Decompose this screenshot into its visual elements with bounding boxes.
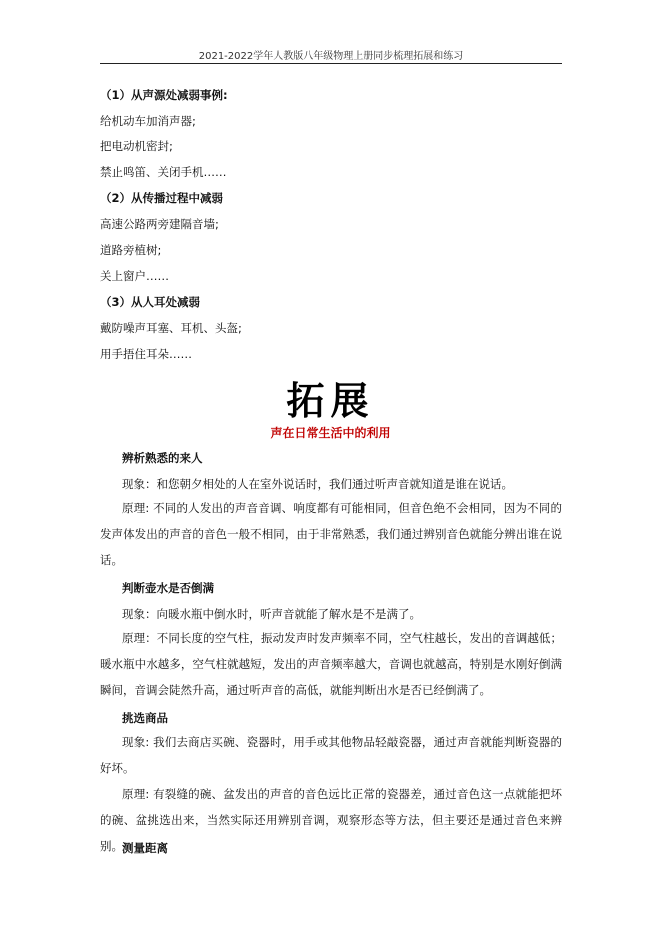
topic-principle: 原理: 有裂缝的碗、盆发出的声音的音色远比正常的瓷器差，通过音色这一点就能把坏的碗、盆挑选出来，当然实际还用辨别音调，观察形态等方法，但主要还是通过音色来辨别。 [100,787,562,853]
list-item: 戴防噪声耳塞、耳机、头盔; [100,321,242,335]
list-item: 道路旁植树; [100,243,162,257]
section-heading: （3）从人耳处减弱 [100,295,201,309]
expansion-title: 拓展 [286,378,375,423]
page-header: 2021-2022学年人教版八年级物理上册同步梳理拓展和练习 [198,51,464,62]
topic-principle: 原理：不同长度的空气柱，振动发声时发声频率不同，空气柱越长，发出的音调越低；暖水瓶中水越多，空气柱就越短，发出的声音频率越大，音调也就越高，特别是水刚好倒满瞬间，音调会陡然升高，通过听声音的高低，就能判断出水是否已经倒满了。 [100,631,562,697]
topic-phenomenon: 现象：和您朝夕相处的人在室外说话时，我们通过听声音就知道是谁在说话。 [122,477,513,491]
header-rule [100,63,562,64]
list-item: 禁止鸣笛、关闭手机…… [100,165,227,179]
list-item: 用手捂住耳朵…… [100,347,192,361]
list-item: 高速公路两旁建隔音墙; [100,217,219,231]
list-item: 关上窗户…… [100,269,169,283]
list-item: 把电动机密封; [100,139,173,153]
topic-title: 测量距离 [122,841,168,855]
topic-title: 辨析熟悉的来人 [122,451,203,465]
topic-phenomenon: 现象: 我们去商店买碗、瓷器时，用手或其他物品轻敲瓷器，通过声音就能判断瓷器的好坏。 [100,735,562,775]
section-heading: （1）从声源处减弱事例: [100,88,228,102]
topic-title: 判断壶水是否倒满 [122,581,214,595]
topic-title: 挑选商品 [122,711,168,725]
topic-phenomenon: 现象：向暖水瓶中倒水时，听声音就能了解水是不是满了。 [122,607,421,621]
expansion-subtitle: 声在日常生活中的利用 [270,426,391,440]
topic-principle: 原理: 不同的人发出的声音音调、响度都有可能相同，但音色绝不会相同，因为不同的发声体发出的声音的音色一般不相同，由于非常熟悉，我们通过辨别音色就能分辨出谁在说话。 [100,501,562,567]
section-heading: （2）从传播过程中减弱 [100,191,224,205]
list-item: 给机动车加消声器; [100,114,196,128]
